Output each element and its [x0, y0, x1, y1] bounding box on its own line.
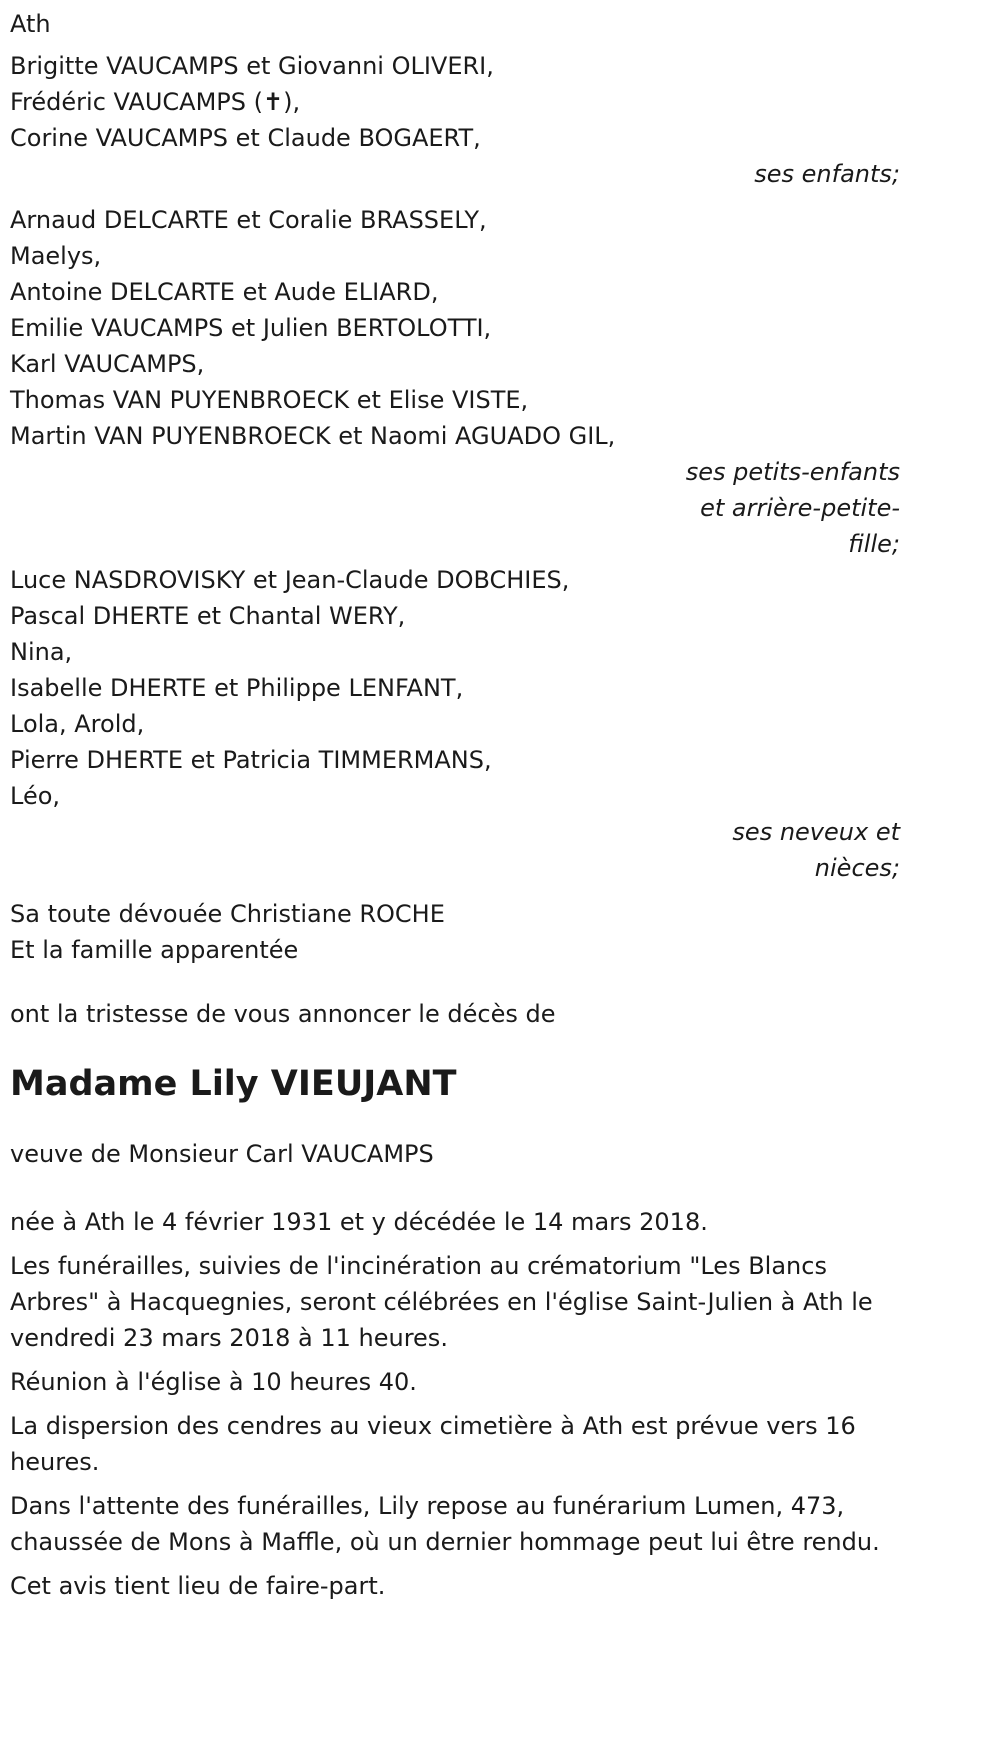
- announcement: ont la tristesse de vous annoncer le décès de: [10, 1000, 556, 1028]
- nephew-name: Léo,: [10, 782, 61, 810]
- nephew-name: Lola, Arold,: [10, 710, 145, 738]
- grandchild-name: Emilie VAUCAMPS et Julien BERTOLOTTI,: [10, 314, 492, 342]
- children-group: [10, 48, 900, 192]
- grandchild-name: Antoine DELCARTE et Aude ELIARD,: [10, 278, 439, 306]
- birth-death-dates: née à Ath le 4 février 1931 et y décédée le 14 mars 2018.: [10, 1208, 708, 1236]
- child-name: Corine VAUCAMPS et Claude BOGAERT,: [10, 124, 481, 152]
- meeting-time: Réunion à l'église à 10 heures 40.: [10, 1368, 417, 1396]
- nephews-relation: ses neveux et nièces;: [732, 818, 900, 882]
- child-name: Frédéric VAUCAMPS (✝),: [10, 88, 301, 116]
- caregiver-line: Sa toute dévouée Christiane ROCHE: [10, 900, 445, 928]
- nephew-name: Pierre DHERTE et Patricia TIMMERMANS,: [10, 746, 492, 774]
- grandchild-name: Martin VAN PUYENBROECK et Naomi AGUADO GIL,: [10, 422, 616, 450]
- widow-of: veuve de Monsieur Carl VAUCAMPS: [10, 1140, 434, 1168]
- children-relation: ses enfants;: [754, 160, 900, 188]
- nephew-name: Pascal DHERTE et Chantal WERY,: [10, 602, 406, 630]
- closing-note: Cet avis tient lieu de faire-part.: [10, 1572, 386, 1600]
- others-group: [10, 896, 900, 968]
- nephews-group: [10, 562, 900, 886]
- viewing-details: Dans l'attente des funérailles, Lily repose au funérarium Lumen, 473, chaussée de Mons à Maffle, où un dernier hommage peut lui être rendu.: [10, 1492, 880, 1556]
- grandchildren-group: [10, 202, 900, 562]
- funeral-details: Les funérailles, suivies de l'incinération au crématorium "Les Blancs Arbres" à Hacquegnies, seront célébrées en l'église Saint-Julien à Ath le vendredi 23 mars 2018 à 11 heures.: [10, 1252, 873, 1352]
- grandchild-name: Karl VAUCAMPS,: [10, 350, 205, 378]
- family-line: Et la famille apparentée: [10, 936, 299, 964]
- ashes-dispersion: La dispersion des cendres au vieux cimetière à Ath est prévue vers 16 heures.: [10, 1412, 856, 1476]
- deceased-name: Madame Lily VIEUJANT: [10, 1064, 457, 1104]
- child-name: Brigitte VAUCAMPS et Giovanni OLIVERI,: [10, 52, 494, 80]
- grandchild-name: Thomas VAN PUYENBROECK et Elise VISTE,: [10, 386, 529, 414]
- nephew-name: Nina,: [10, 638, 73, 666]
- notice-location: Ath: [10, 10, 51, 38]
- grandchild-name: Arnaud DELCARTE et Coralie BRASSELY,: [10, 206, 487, 234]
- grandchild-name: Maelys,: [10, 242, 102, 270]
- nephew-name: Isabelle DHERTE et Philippe LENFANT,: [10, 674, 464, 702]
- nephew-name: Luce NASDROVISKY et Jean-Claude DOBCHIES,: [10, 566, 570, 594]
- grandchildren-relation: ses petits-enfants et arrière-petite-fille;: [685, 458, 900, 558]
